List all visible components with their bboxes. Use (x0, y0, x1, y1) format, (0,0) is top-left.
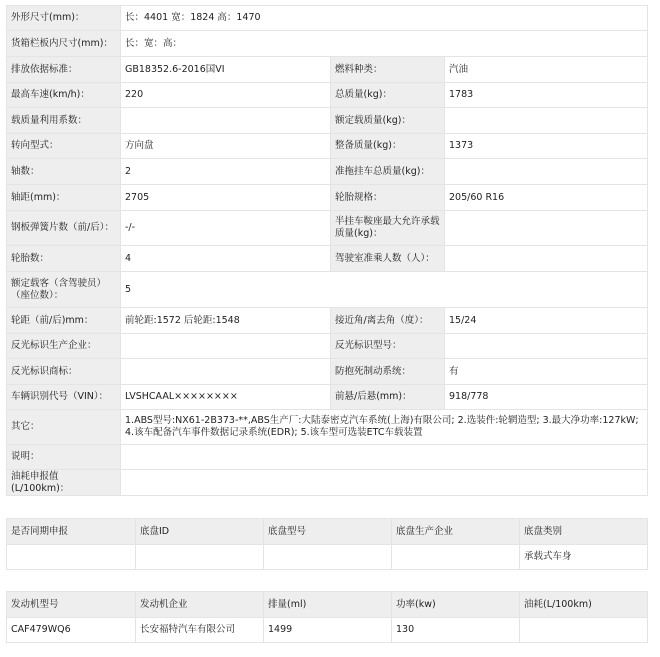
spec-label: 车辆识别代号（VIN）： (7, 385, 121, 410)
spec-label: 额定载质量(kg)： (331, 108, 445, 134)
spec-value: 220 (121, 83, 331, 108)
spec-row (7, 108, 648, 134)
spec-value: 205/60 R16 (445, 185, 648, 211)
spec-label: 轴距(mm)： (7, 185, 121, 211)
spec-value (121, 359, 331, 385)
spec-value: 4 (121, 246, 331, 272)
chassis-cell-same-period (7, 545, 136, 570)
spec-value: 有 (445, 359, 648, 385)
spec-label: 反光标识商标： (7, 359, 121, 385)
spec-label: 反光标识生产企业： (7, 334, 121, 359)
spec-value: 2 (121, 159, 331, 185)
spec-row (7, 410, 648, 445)
chassis-header-same-period: 是否同期申报 (7, 519, 136, 545)
spec-value: 1.ABS型号:NX61-2B373-**,ABS生产厂:大陆泰密克汽车系统(上海)有限公司; 2.选装件:轮辋造型; 3.最大净功率:127kW; 4.该车配备汽车事件数据记录系统(EDR); 5.该车型可选装ETC车载装置 (121, 410, 648, 445)
engine-header-maker: 发动机企业 (136, 592, 264, 618)
spec-label: 轮胎数： (7, 246, 121, 272)
spec-label: 驾驶室准乘人数（人）： (331, 246, 445, 272)
spec-value: 长：4401 宽：1824 高：1470 (121, 6, 648, 31)
engine-header-model: 发动机型号 (7, 592, 136, 618)
spec-row (7, 185, 648, 211)
spec-row (7, 211, 648, 246)
spec-label: 整备质量(kg)： (331, 134, 445, 159)
vehicle-spec-table (6, 5, 648, 496)
spec-value: 918/778 (445, 385, 648, 410)
spec-label: 外形尺寸(mm)： (7, 6, 121, 31)
spec-label: 油耗申报值(L/100km)： (7, 470, 121, 496)
spec-label: 反光标识型号： (331, 334, 445, 359)
spec-label: 准拖挂车总质量(kg)： (331, 159, 445, 185)
spec-value: 1373 (445, 134, 648, 159)
spec-row (7, 83, 648, 108)
chassis-header-model: 底盘型号 (264, 519, 392, 545)
spec-value: 15/24 (445, 308, 648, 334)
spec-row (7, 134, 648, 159)
spec-value: 5 (121, 272, 648, 308)
chassis-header-id: 底盘ID (136, 519, 264, 545)
spec-label: 燃料种类： (331, 57, 445, 83)
spec-value: 方向盘 (121, 134, 331, 159)
engine-header-fuel-consumption: 油耗(L/100km) (520, 592, 648, 618)
spec-row (7, 470, 648, 496)
spec-row (7, 6, 648, 31)
spec-value (445, 211, 648, 246)
chassis-header-category: 底盘类别 (520, 519, 648, 545)
spec-label: 其它： (7, 410, 121, 445)
spec-label: 半挂车鞍座最大允许承载质量(kg)： (331, 211, 445, 246)
spec-label: 轮胎规格： (331, 185, 445, 211)
spec-value: 长：宽：高： (121, 31, 648, 57)
spec-row (7, 159, 648, 185)
spec-row (7, 57, 648, 83)
spec-label: 钢板弹簧片数（前/后）： (7, 211, 121, 246)
spec-value (445, 159, 648, 185)
engine-header-power: 功率(kw) (392, 592, 520, 618)
spec-value (121, 108, 331, 134)
chassis-cell-model (264, 545, 392, 570)
chassis-cell-id (136, 545, 264, 570)
spec-value (445, 246, 648, 272)
spec-label: 载质量利用系数： (7, 108, 121, 134)
engine-cell-model: CAF479WQ6 (7, 618, 136, 643)
chassis-header-maker: 底盘生产企业 (392, 519, 520, 545)
engine-header-displacement: 排量(ml) (264, 592, 392, 618)
spec-value (445, 108, 648, 134)
spec-row (7, 31, 648, 57)
engine-cell-fuel-consumption (520, 618, 648, 643)
spec-row (7, 272, 648, 308)
chassis-table (6, 518, 648, 570)
spec-value: -/- (121, 211, 331, 246)
spec-value: 汽油 (445, 57, 648, 83)
spec-value (121, 470, 648, 496)
spec-label: 防抱死制动系统： (331, 359, 445, 385)
spec-value: GB18352.6-2016国VI (121, 57, 331, 83)
engine-cell-power: 130 (392, 618, 520, 643)
spec-value: 前轮距:1572 后轮距:1548 (121, 308, 331, 334)
spec-label: 前悬/后悬(mm)： (331, 385, 445, 410)
spec-label: 说明： (7, 445, 121, 470)
spec-row (7, 359, 648, 385)
spec-value (121, 445, 648, 470)
spec-label: 排放依据标准： (7, 57, 121, 83)
spec-value (445, 334, 648, 359)
spec-label: 接近角/离去角（度）： (331, 308, 445, 334)
chassis-cell-maker (392, 545, 520, 570)
chassis-cell-category: 承载式车身 (520, 545, 648, 570)
spec-row (7, 246, 648, 272)
spec-label: 转向型式： (7, 134, 121, 159)
spec-row (7, 308, 648, 334)
spec-label: 最高车速(km/h)： (7, 83, 121, 108)
engine-cell-displacement: 1499 (264, 618, 392, 643)
spec-value: 2705 (121, 185, 331, 211)
spec-value: 1783 (445, 83, 648, 108)
spec-row (7, 334, 648, 359)
spec-row (7, 385, 648, 410)
spec-row (7, 445, 648, 470)
spec-label: 额定载客（含驾驶员）（座位数）： (7, 272, 121, 308)
spec-value (121, 334, 331, 359)
spec-label: 轴数： (7, 159, 121, 185)
spec-label: 轮距（前/后)mm： (7, 308, 121, 334)
spec-value: LVSHCAAL×××××××× (121, 385, 331, 410)
engine-table (6, 591, 648, 643)
spec-label: 货箱栏板内尺寸(mm)： (7, 31, 121, 57)
spec-label: 总质量(kg)： (331, 83, 445, 108)
engine-cell-maker: 长安福特汽车有限公司 (136, 618, 264, 643)
